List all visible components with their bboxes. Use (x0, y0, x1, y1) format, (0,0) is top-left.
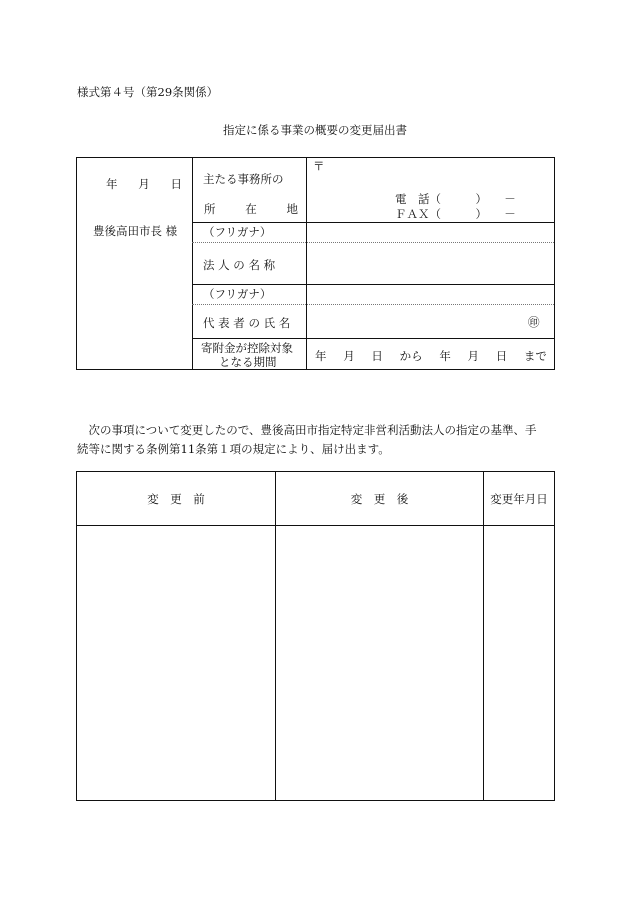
document-title: 指定に係る事業の概要の変更届出書 (223, 123, 407, 137)
statement-text: 次の事項について変更したので、豊後高田市指定特定非営利活動法人の指定の基準、手 続等に関する条例第11条第１項の規定により、届け出ます。 (77, 423, 537, 456)
divider (192, 338, 554, 339)
before-field[interactable] (77, 526, 275, 799)
period-label: となる期間 (219, 355, 277, 369)
address-label: 所 在 地 (204, 202, 298, 216)
fax-label[interactable]: ＦＡＸ（ ） － (395, 207, 516, 221)
addressee: 豊後高田市長 様 (93, 224, 178, 238)
office-label: 主たる事務所の (203, 172, 284, 186)
after-field[interactable] (276, 526, 483, 799)
period-label: 寄附金が控除対象 (201, 341, 293, 355)
header-before: 変 更 前 (147, 491, 205, 506)
change-date-field[interactable] (484, 526, 554, 799)
furigana-label: （フリガナ） (203, 225, 272, 239)
header-change-date: 変更年月日 (490, 491, 548, 506)
header-after: 変 更 後 (350, 491, 409, 506)
divider (192, 222, 554, 223)
divider (192, 284, 554, 285)
corp-name-label: 法 人 の 名 称 (203, 258, 276, 272)
furigana-label: （フリガナ） (203, 287, 272, 301)
rep-name-field[interactable] (307, 304, 554, 338)
seal-icon: ㊞ (528, 315, 540, 329)
date-field[interactable]: 年 月 日 (106, 177, 182, 191)
applicant-info-table (76, 157, 555, 370)
postal-mark: 〒 (313, 159, 325, 173)
change-table (76, 471, 555, 801)
period-field[interactable]: 年 月 日 から 年 月 日 まで (315, 349, 547, 363)
corp-name-field[interactable] (307, 242, 554, 284)
rep-name-label: 代 表 者 の 氏 名 (203, 316, 291, 330)
form-number: 様式第４号（第29条関係） (77, 85, 219, 99)
phone-label[interactable]: 電 話（ ） － (395, 192, 516, 206)
